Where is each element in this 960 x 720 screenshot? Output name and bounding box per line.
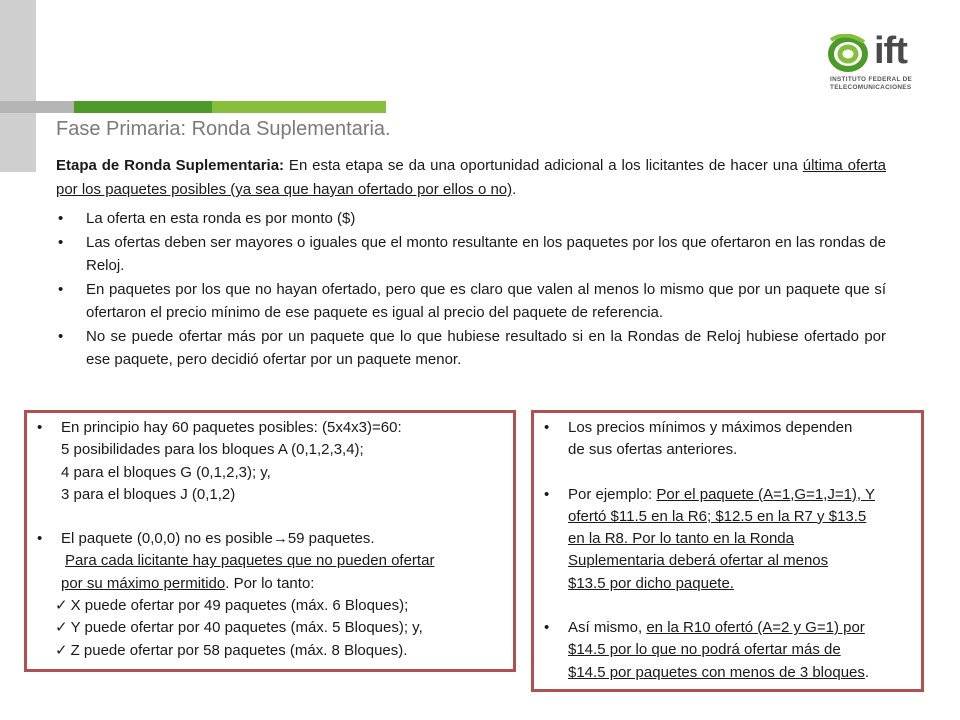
max-price-line3-text: $14.5 por paquetes con menos de 3 bloques — [568, 663, 865, 681]
right-arrow-icon: → — [272, 530, 288, 548]
logo-subtitle-line1: INSTITUTO FEDERAL DE — [830, 76, 913, 83]
max-allowed-text: por su máximo permitido — [61, 574, 226, 592]
title-rule-dark-green — [74, 101, 212, 113]
example-line3: en la R8. Por lo tanto en la Ronda — [568, 530, 794, 548]
therefore-text: . Por lo tanto: — [225, 574, 315, 592]
max-price-period: . — [864, 663, 870, 681]
gray-accent-bar — [0, 0, 36, 172]
packages-a-line: 5 posibilidades para los bloques A (0,1,2,3,4); — [61, 441, 364, 459]
title-rule-gray — [0, 101, 74, 113]
ift-logo-mark-icon — [828, 34, 876, 74]
prices-depend-line2: de sus ofertas anteriores. — [568, 441, 738, 459]
ift-logo — [828, 30, 924, 100]
intro-underlined: última oferta por los paquetes posibles (ya sea que hayan ofertado por ellos o no) — [56, 157, 886, 198]
packages-count-item — [27, 417, 507, 506]
checkmark-icon: ✓ — [55, 619, 68, 637]
packages-j-line: 3 para el bloques J (0,1,2) — [61, 485, 236, 503]
max-price-offer: en la R10 ofertó (A=2 y G=1) por — [646, 619, 865, 637]
zero-package-text: El paquete (0,0,0) no es posible — [61, 530, 273, 548]
packages-g-line: 4 para el bloques G (0,1,2,3); y, — [61, 463, 271, 481]
prices-box — [531, 410, 924, 692]
rule-item: • No se puede ofertar más por un paquete que lo que hubiese resultado si en la Rondas de Reloj hubiese ofertado por ese paquete, pero decidió ofertar por un paquete menor. — [56, 325, 886, 372]
packages-total-line: • En principio hay 60 paquetes posibles: (5x4x3)=60: — [61, 419, 402, 436]
max-price-line3 — [568, 662, 919, 684]
example-lead: Por ejemplo: — [568, 485, 657, 503]
example-line4: Suplementaria deberá ofertar al menos — [568, 552, 829, 570]
checkmark-icon: ✓ — [55, 641, 68, 659]
max-price-line1 — [568, 617, 919, 639]
logo-wordmark: ift — [874, 30, 907, 72]
max-allowed-line — [61, 573, 507, 595]
example-package: Por el paquete (A=1,G=1,J=1), Y — [656, 485, 875, 503]
title-rule-light-green — [212, 101, 386, 113]
checkmark-icon: ✓ — [55, 597, 68, 615]
intro-paragraph — [56, 154, 886, 202]
check-text-x: X puede ofertar por 49 paquetes (máx. 6 Bloques); — [70, 597, 409, 615]
intro-end: . — [512, 181, 517, 198]
max-price-item — [534, 617, 919, 684]
example-line1 — [568, 484, 919, 506]
check-item-y — [55, 617, 507, 639]
rules-list — [56, 207, 886, 372]
max-price-lead: Así mismo, — [568, 619, 647, 637]
intro-lead: Etapa de Ronda Suplementaria: — [56, 157, 285, 174]
rule-item: • Las ofertas deben ser mayores o iguales que el monto resultante en los paquetes por los que ofertaron en las rondas de Reloj. — [56, 231, 886, 278]
intro-text: En esta etapa se da una oportunidad adicional a los licitantes de hacer una — [284, 157, 803, 174]
check-text-y: Y puede ofertar por 40 paquetes (máx. 5 Bloques); y, — [70, 619, 423, 637]
slide-title: Fase Primaria: Ronda Suplementaria. — [56, 118, 391, 140]
prices-depend-item — [534, 417, 919, 462]
check-text-z: Z puede ofertar por 58 paquetes (máx. 8 Bloques). — [70, 641, 408, 659]
check-item-x — [55, 595, 507, 617]
example-line2: ofertó $11.5 en la R6; $12.5 en la R7 y $13.5 — [568, 507, 867, 525]
example-item — [534, 484, 919, 595]
zero-package-line — [61, 528, 507, 550]
check-item-z — [55, 640, 507, 662]
prices-depend-line1: • Los precios mínimos y máximos dependen — [568, 419, 853, 436]
packages-limit-item — [27, 528, 507, 662]
rule-item: • La oferta en esta ronda es por monto ($) — [56, 207, 886, 231]
logo-subtitle-line2: TELECOMUNICACIONES — [830, 83, 912, 91]
max-price-line2: $14.5 por lo que no podrá ofertar más de — [568, 641, 841, 659]
logo-subtitle — [830, 76, 924, 91]
packages-59-text: 59 paquetes. — [287, 530, 375, 548]
rule-item: • En paquetes por los que no hayan ofertado, pero que es claro que valen al menos lo mismo que por un paquete que sí ofertaron el precio mínimo de ese paquete es igual al precio del paquete de referencia. — [56, 278, 886, 325]
example-line5: $13.5 por dicho paquete. — [568, 574, 734, 592]
packages-box — [24, 410, 516, 672]
bidder-limit-line: Para cada licitante hay paquetes que no pueden ofertar — [65, 552, 435, 570]
